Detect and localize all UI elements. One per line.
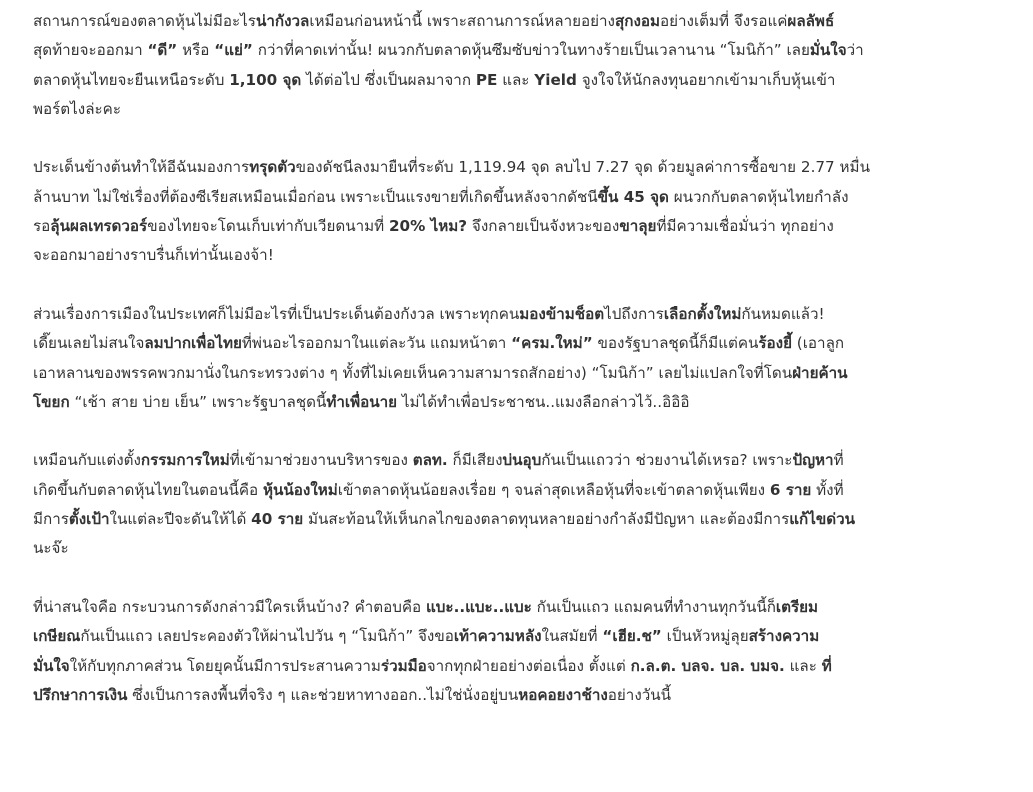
emphasized-text: ตลท.: [412, 451, 448, 470]
emphasized-text: Yield: [534, 70, 577, 89]
emphasized-text: สุกงอม: [614, 12, 660, 30]
body-text: ทั้งที่: [811, 480, 844, 499]
body-text: หรือ: [177, 41, 215, 60]
paragraph-line: [33, 476, 1015, 505]
body-text: มีการ: [33, 510, 69, 529]
body-text: ของไทยจะโดนเก็บเท่ากับเวียดนามที่: [147, 217, 389, 236]
paragraph-line: [33, 593, 1015, 622]
paragraph-line: [33, 329, 1015, 358]
body-text: เกิดขึ้นกับตลาดหุ้นไทยในตอนนี้คือ: [33, 480, 264, 499]
body-text: กันหมดแล้ว!: [741, 304, 825, 323]
emphasized-text: สร้างความ: [748, 627, 820, 646]
emphasized-text: “ดี”: [147, 41, 178, 60]
body-text: เป็นหัวหมู่ลุย: [661, 627, 749, 646]
emphasized-text: น่ากังวล: [255, 12, 310, 30]
paragraph-line: [33, 95, 1015, 124]
body-text: มันสะท้อนให้เห็นกลไกของตลาดทุนหลายอย่างกำลังมีปัญหา และต้องมีการ: [303, 510, 790, 529]
emphasized-text: 6 ราย: [769, 480, 812, 499]
body-text: จะออกมาอย่างราบรื่นก็เท่านั้นเองจ้า!: [33, 246, 274, 265]
paragraph-line: [33, 7, 1015, 36]
body-text: ซึ่งเป็นการลงพื้นที่จริง ๆ และช่วยหาทางออก..ไม่ใช่นั่งอยู่บน: [127, 685, 519, 704]
body-text: จูงใจให้นักลงทุนอยากเข้ามาเก็บหุ้นเข้า: [576, 70, 836, 89]
emphasized-text: ขาลุย: [619, 217, 657, 236]
body-text: ที่น่าสนใจคือ กระบวนการดังกล่าวมีใครเห็นบ้าง? คำตอบคือ: [33, 597, 426, 616]
body-text: กันเป็นแถวว่า ช่วยงานได้เหรอ? เพราะ: [541, 451, 793, 470]
emphasized-text: บ่นอุบ: [502, 451, 542, 470]
emphasized-text: ก.ล.ต. บลจ. บล. บมจ.: [630, 656, 785, 675]
emphasized-text: เตรียม: [775, 597, 819, 616]
emphasized-text: ลุ้นผลเทรดวอร์: [50, 217, 148, 236]
body-text: กันเป็นแถว เลยประคองตัวให้ผ่านไปวัน ๆ “โมนิก้า” จึงขอ: [80, 627, 454, 646]
body-text: กันเป็นแถว แถมคนที่ทำงานทุกวันนี้ก็: [531, 597, 776, 616]
body-text: ของดัชนีลงมายืนที่ระดับ 1,119.94 จุด ลบไป 7.27 จุด ด้วยมูลค่าการซื้อขาย 2.77 หมื่น: [295, 158, 870, 177]
body-text: ในสมัยที่: [541, 627, 603, 646]
body-text: ส่วนเรื่องการเมืองในประเทศก็ไม่มีอะไรที่เป็นประเด็นต้องกังวล เพราะทุกคน: [33, 304, 520, 323]
body-text: ไม่ได้ทำเพื่อประชาชน..แมงลือกล่าวไว้..อิอิอิ: [397, 392, 690, 411]
body-text: ตลาดหุ้นไทยจะยืนเหนือระดับ: [33, 70, 230, 89]
body-text: สถานการณ์ของตลาดหุ้นไม่มีอะไร: [33, 12, 256, 30]
body-text: ประเด็นข้างต้นทำให้อีฉันมองการ: [33, 158, 250, 177]
body-text: สุดท้ายจะออกมา: [33, 41, 148, 60]
body-text: เหมือนก่อนหน้านี้ เพราะสถานการณ์หลายอย่าง: [309, 12, 615, 30]
body-text: พอร์ตไงล่ะคะ: [33, 99, 121, 118]
paragraph-line: [33, 622, 1015, 651]
emphasized-text: เกษียณ: [33, 627, 81, 646]
article-paragraph: [33, 7, 1015, 124]
emphasized-text: หุ้นน้องใหม่: [263, 480, 338, 499]
emphasized-text: หอคอยงาช้าง: [518, 685, 608, 704]
body-text: (เอาลูก: [791, 334, 845, 353]
article-paragraph: [33, 446, 1015, 563]
body-text: ไปถึงการ: [604, 304, 664, 323]
paragraph-line: [33, 153, 1015, 182]
body-text: เอาหลานของพรรคพวกมานั่งในกระทรวงต่าง ๆ ทั้งที่ไม่เคยเห็นความสามารถสักอย่าง) “โมนิก้า” เลยไม่แปลกใจที่โดน: [33, 363, 793, 382]
paragraph-line: [33, 183, 1015, 212]
paragraph-line: [33, 505, 1015, 534]
body-text: จึงกลายเป็นจังหวะของ: [467, 217, 620, 236]
body-text: ล้านบาท ไม่ใช่เรื่องที่ต้องซีเรียสเหมือนเมื่อก่อน เพราะเป็นแรงขายที่เกิดขึ้นหลังจากดัชนี: [33, 187, 598, 206]
article-paragraph: [33, 593, 1015, 710]
body-text: อย่างเต็มที่ จึงรอแค่: [660, 12, 788, 30]
emphasized-text: ร้องยี้: [758, 334, 792, 353]
article-paragraph: [33, 300, 1015, 417]
paragraph-line: [33, 241, 1015, 270]
body-text: ให้กับทุกภาคส่วน โดยยุคนั้นมีการประสานความ: [69, 656, 381, 675]
emphasized-text: กรรมการใหม่: [140, 451, 230, 470]
emphasized-text: แบะ..แบะ..แบะ: [426, 597, 532, 616]
paragraph-line: [33, 446, 1015, 475]
emphasized-text: 1,100 จุด: [229, 70, 302, 89]
emphasized-text: ทำเพื่อนาย: [326, 392, 398, 411]
emphasized-text: มั่นใจ: [33, 656, 70, 675]
article-body: [33, 7, 1015, 710]
body-text: เหมือนกับแต่งตั้ง: [33, 451, 141, 470]
body-text: ที่เข้ามาช่วยงานบริหารของ: [229, 451, 413, 470]
body-text: ของรัฐบาลชุดนี้ก็มีแต่คน: [592, 334, 759, 353]
emphasized-text: ปัญหา: [792, 451, 834, 470]
paragraph-line: [33, 212, 1015, 241]
paragraph-line: [33, 534, 1015, 563]
body-text: ที่: [833, 451, 844, 470]
emphasized-text: PE: [475, 70, 498, 89]
emphasized-text: เท้าความหลัง: [453, 627, 542, 646]
emphasized-text: ลมปากเพื่อไทย: [144, 334, 242, 353]
body-text: จากทุกฝ่ายอย่างต่อเนื่อง ตั้งแต่: [426, 656, 631, 675]
emphasized-text: 40 ราย: [251, 510, 304, 529]
emphasized-text: ทรุดตัว: [249, 158, 296, 177]
body-text: และ: [497, 70, 535, 89]
body-text: ในแต่ละปีจะดันให้ได้: [109, 510, 252, 529]
body-text: ที่มีความเชื่อมั่นว่า ทุกอย่าง: [656, 217, 834, 236]
body-text: ผนวกกับตลาดหุ้นไทยกำลัง: [668, 187, 849, 206]
emphasized-text: ตั้งเป้า: [68, 510, 110, 529]
emphasized-text: ปรึกษาการเงิน: [33, 685, 128, 704]
body-text: ก็มีเสียง: [447, 451, 503, 470]
emphasized-text: ที่: [821, 656, 832, 675]
emphasized-text: โขยก: [33, 392, 70, 411]
emphasized-text: ขึ้น 45 จุด: [597, 187, 669, 206]
body-text: นะจ๊ะ: [33, 539, 69, 558]
body-text: ว่า: [846, 41, 864, 60]
emphasized-text: ฝ่ายค้าน: [792, 363, 848, 382]
article-paragraph: [33, 153, 1015, 270]
paragraph-line: [33, 388, 1015, 417]
emphasized-text: มองข้ามช็อต: [519, 304, 605, 323]
emphasized-text: มั่นใจ: [809, 41, 847, 60]
body-text: และ: [784, 656, 822, 675]
body-text: ได้ต่อไป ซึ่งเป็นผลมาจาก: [301, 70, 476, 89]
paragraph-line: [33, 359, 1015, 388]
emphasized-text: เลือกตั้งใหม่: [663, 304, 742, 323]
paragraph-line: [33, 36, 1015, 65]
body-text: เข้าตลาดหุ้นน้อยลงเรื่อย ๆ จนล่าสุดเหลือหุ้นที่จะเข้าตลาดหุ้นเพียง: [337, 480, 770, 499]
emphasized-text: “ครม.ใหม่”: [511, 334, 593, 353]
paragraph-line: [33, 681, 1015, 710]
emphasized-text: แก้ไขด่วน: [789, 510, 856, 529]
body-text: กว่าที่คาดเท่านั้น! ผนวกกับตลาดหุ้นซึมซับข่าวในทางร้ายเป็นเวลานาน “โมนิก้า” เลย: [252, 41, 810, 60]
body-text: อย่างวันนี้: [607, 685, 672, 704]
emphasized-text: “แย่”: [214, 41, 253, 60]
paragraph-line: [33, 652, 1015, 681]
paragraph-line: [33, 300, 1015, 329]
emphasized-text: 20% ไหม?: [388, 217, 468, 236]
emphasized-text: ร่วมมือ: [380, 656, 427, 675]
body-text: รอ: [33, 217, 51, 236]
body-text: “เช้า สาย บ่าย เย็น” เพราะรัฐบาลชุดนี้: [69, 392, 327, 411]
body-text: เดี๊ยนเลยไม่สนใจ: [33, 334, 145, 353]
emphasized-text: “เฮีย.ช”: [602, 627, 662, 646]
paragraph-line: [33, 66, 1015, 95]
body-text: ที่พ่นอะไรออกมาในแต่ละวัน แถมหน้าตา: [241, 334, 512, 353]
emphasized-text: ผลลัพธ์: [787, 12, 835, 30]
